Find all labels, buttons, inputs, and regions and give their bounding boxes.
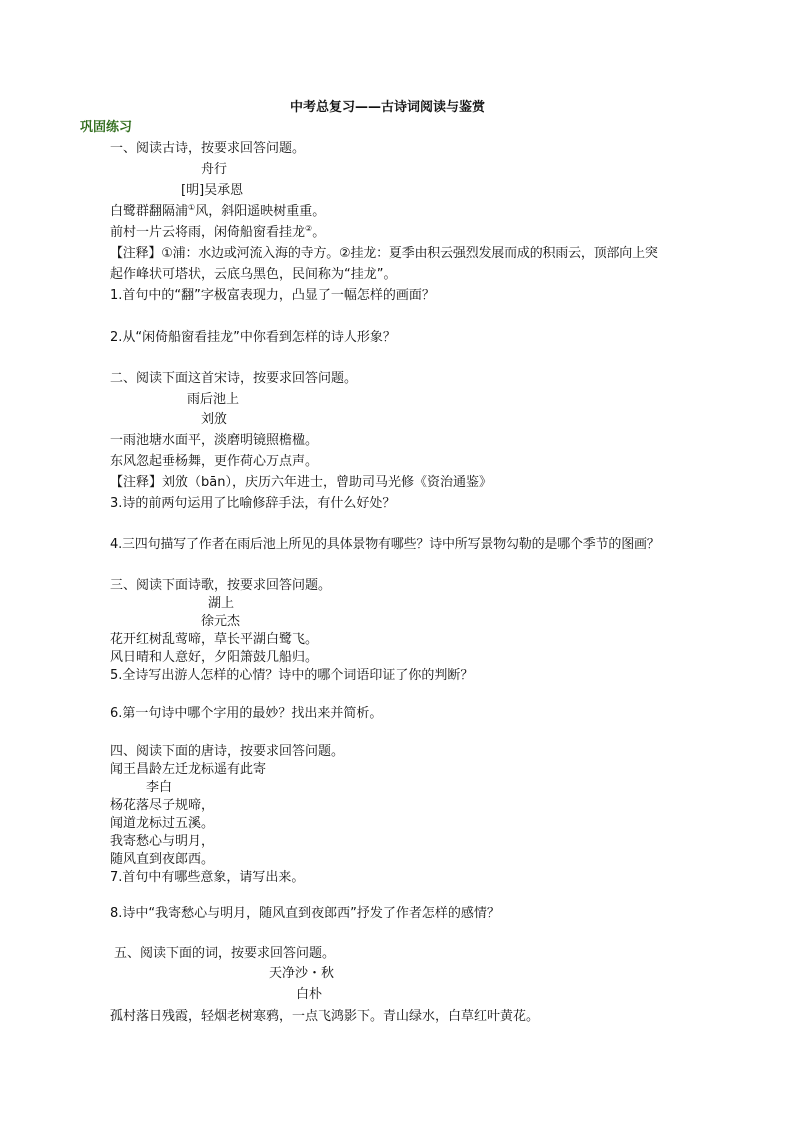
annotation-line: 起作峰状可塔状，云底乌黑色，民间称为“挂龙”。 bbox=[110, 267, 397, 282]
poem-title-4: 闻王昌龄左迁龙标遥有此寄 bbox=[110, 762, 267, 777]
question-1: 1.首句中的“翻”字极富表现力，凸显了一幅怎样的画面？ bbox=[110, 288, 435, 303]
poem-text: 前村一片云将雨，闲倚船窗看挂龙 bbox=[110, 225, 306, 240]
poem-author-4: 李白 bbox=[146, 780, 173, 795]
annotation-line: 【注释】刘攽（bān），庆历六年进士，曾助司马光修《资治通鉴》 bbox=[110, 475, 492, 490]
poem-line: 风日晴和人意好，夕阳箫鼓几船归。 bbox=[110, 650, 319, 665]
poem-author-2: 刘攽 bbox=[201, 412, 228, 427]
poem-title-3: 湖上 bbox=[208, 596, 235, 611]
poem-line: 东风忽起垂杨舞，更作荷心万点声。 bbox=[110, 454, 319, 469]
poem-line: 一雨池塘水面平，淡磨明镜照檐楹。 bbox=[110, 433, 319, 448]
poem-line: 随风直到夜郎西。 bbox=[110, 852, 215, 867]
poem-author-1: [明]吴承恩 bbox=[181, 183, 244, 198]
poem-author-3: 徐元杰 bbox=[201, 614, 241, 629]
footnote-marker: ② bbox=[305, 224, 313, 233]
question-2: 2.从“闲倚船窗看挂龙”中你看到怎样的诗人形象？ bbox=[110, 330, 396, 345]
question-7: 7.首句中有哪些意象，请写出来。 bbox=[110, 870, 305, 885]
question-5: 5.全诗写出游人怎样的心情？诗中的哪个词语印证了你的判断？ bbox=[110, 668, 474, 683]
poem-text: 白鹭群翻隔浦 bbox=[110, 204, 189, 219]
question-heading-1: 一、阅读古诗，按要求回答问题。 bbox=[110, 141, 306, 156]
question-3: 3.诗的前两句运用了比喻修辞手法，有什么好处？ bbox=[110, 496, 396, 511]
poem-line bbox=[110, 225, 325, 241]
poem-line bbox=[110, 204, 325, 220]
question-heading-4: 四、阅读下面的唐诗，按要求回答问题。 bbox=[110, 744, 345, 759]
poem-line: 闻道龙标过五溪。 bbox=[110, 816, 215, 831]
annotation-line: 【注释】①浦：水边或河流入海的寺方。②挂龙：夏季由积云强烈发展而成的积雨云，顶部向上突 bbox=[110, 246, 658, 261]
question-heading-3: 三、阅读下面诗歌，按要求回答问题。 bbox=[110, 578, 332, 593]
footnote-marker: ① bbox=[188, 203, 196, 212]
poem-line: 我寄愁心与明月， bbox=[110, 834, 215, 849]
poem-line: 花开红树乱莺啼，草长平湖白鹭飞。 bbox=[110, 632, 319, 647]
page-title: 中考总复习——古诗词阅读与鉴赏 bbox=[290, 100, 486, 115]
poem-title-5: 天净沙・秋 bbox=[269, 966, 335, 981]
section-heading: 巩固练习 bbox=[80, 120, 133, 135]
question-heading-5: 五、阅读下面的词，按要求回答问题。 bbox=[114, 946, 336, 961]
poem-author-5: 白朴 bbox=[296, 987, 323, 1002]
poem-title-2: 雨后池上 bbox=[187, 392, 240, 407]
question-4: 4.三四句描写了作者在雨后池上所见的具体景物有哪些？诗中所写景物勾勒的是哪个季节的图画？ bbox=[110, 537, 660, 552]
question-heading-2: 二、阅读下面这首宋诗，按要求回答问题。 bbox=[110, 371, 358, 386]
poem-text: 风，斜阳遥映树重重。 bbox=[195, 204, 326, 219]
question-6: 6.第一句诗中哪个字用的最妙？找出来并简析。 bbox=[110, 706, 383, 721]
question-8: 8.诗中“我寄愁心与明月，随风直到夜郎西”抒发了作者怎样的感情？ bbox=[110, 906, 500, 921]
poem-line: 孤村落日残霞，轻烟老树寒鸦，一点飞鸿影下。青山绿水，白草红叶黄花。 bbox=[110, 1009, 540, 1024]
poem-line: 杨花落尽子规啼， bbox=[110, 798, 215, 813]
poem-text: 。 bbox=[312, 225, 326, 240]
poem-title-1: 舟行 bbox=[201, 162, 228, 177]
